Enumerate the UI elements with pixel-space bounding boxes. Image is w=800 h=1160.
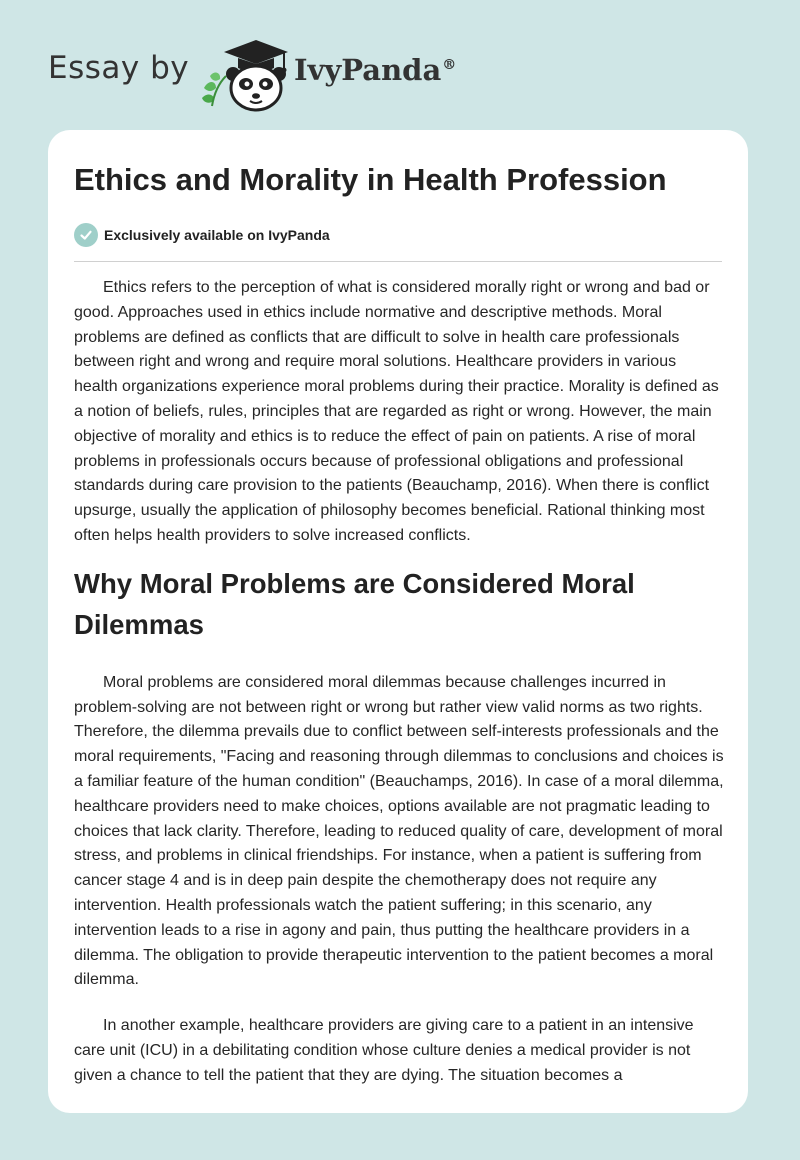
brand-name[interactable] [294, 53, 456, 87]
page-title: Ethics and Morality in Health Profession [74, 162, 667, 197]
title-divider [74, 261, 722, 262]
check-icon [74, 223, 98, 247]
exclusive-badge-label: Exclusively available on IvyPanda [104, 227, 330, 243]
paragraph: In another example, healthcare providers are giving care to a patient in an intensive care unit (ICU) in a debilitating condition whose culture denies a medical provider is not given a chance to tell the patient that they are dying. The situation becomes a [74, 1017, 694, 1084]
paragraph: Ethics refers to the perception of what is considered morally right or wrong and bad or good. Approaches used in ethics include normative and descriptive methods. Moral problems are defined as conflicts that are difficult to solve in health care professionals between right and wrong and require moral solutions. Healthcare providers in various health organizations experience moral problems during their practice. Morality is defined as a notion of beliefs, rules, principles that are regarded as right or wrong. However, the main objective of morality and ethics is to reduce the effect of pain on patients. A rise of moral problems in professionals occurs because of professional obligations and professional standards during care provision to the patients (Beauchamp, 2016). When there is conflict upsurge, usually the application of philosophy becomes beneficial. Rational thinking most often helps health providers to solve increased conflicts. [74, 279, 719, 544]
site-header [0, 0, 800, 130]
paragraph: Moral problems are considered moral dilemmas because challenges incurred in problem-solving are not between right or wrong but rather view valid norms as two rights. Therefore, the dilemma prevails due to conflict between self-interests professionals and the moral requirements, "Facing and reasoning through dilemmas to conclusions and choices is a familiar feature of the human condition" (Beauchamps, 2016). In case of a moral dilemma, healthcare providers need to make choices, options available are not pragmatic leading to choices that lack clarity. Therefore, leading to reduced quality of care, development of moral stress, and problems in clinical friendships. For instance, when a patient is suffering from cancer stage 4 and is in deep pain despite the chemotherapy does not require any intervention. Health professionals watch the patient suffering; in this scenario, any intervention leads to a rise in agony and pain, thus putting the healthcare providers in a dilemma. The obligation to provide therapeutic intervention to the patient becomes a moral dilemma. [74, 673, 724, 989]
section-heading: Why Moral Problems are Considered Moral Dilemmas [74, 567, 635, 640]
essay-by-label: Essay by [48, 50, 190, 86]
brand-text: IvyPanda [294, 53, 442, 87]
registered-mark: ® [442, 57, 457, 74]
article-body [74, 276, 724, 1089]
ivypanda-logo-icon[interactable] [200, 36, 290, 112]
essay-card [48, 130, 748, 1113]
exclusive-badge [74, 223, 330, 247]
